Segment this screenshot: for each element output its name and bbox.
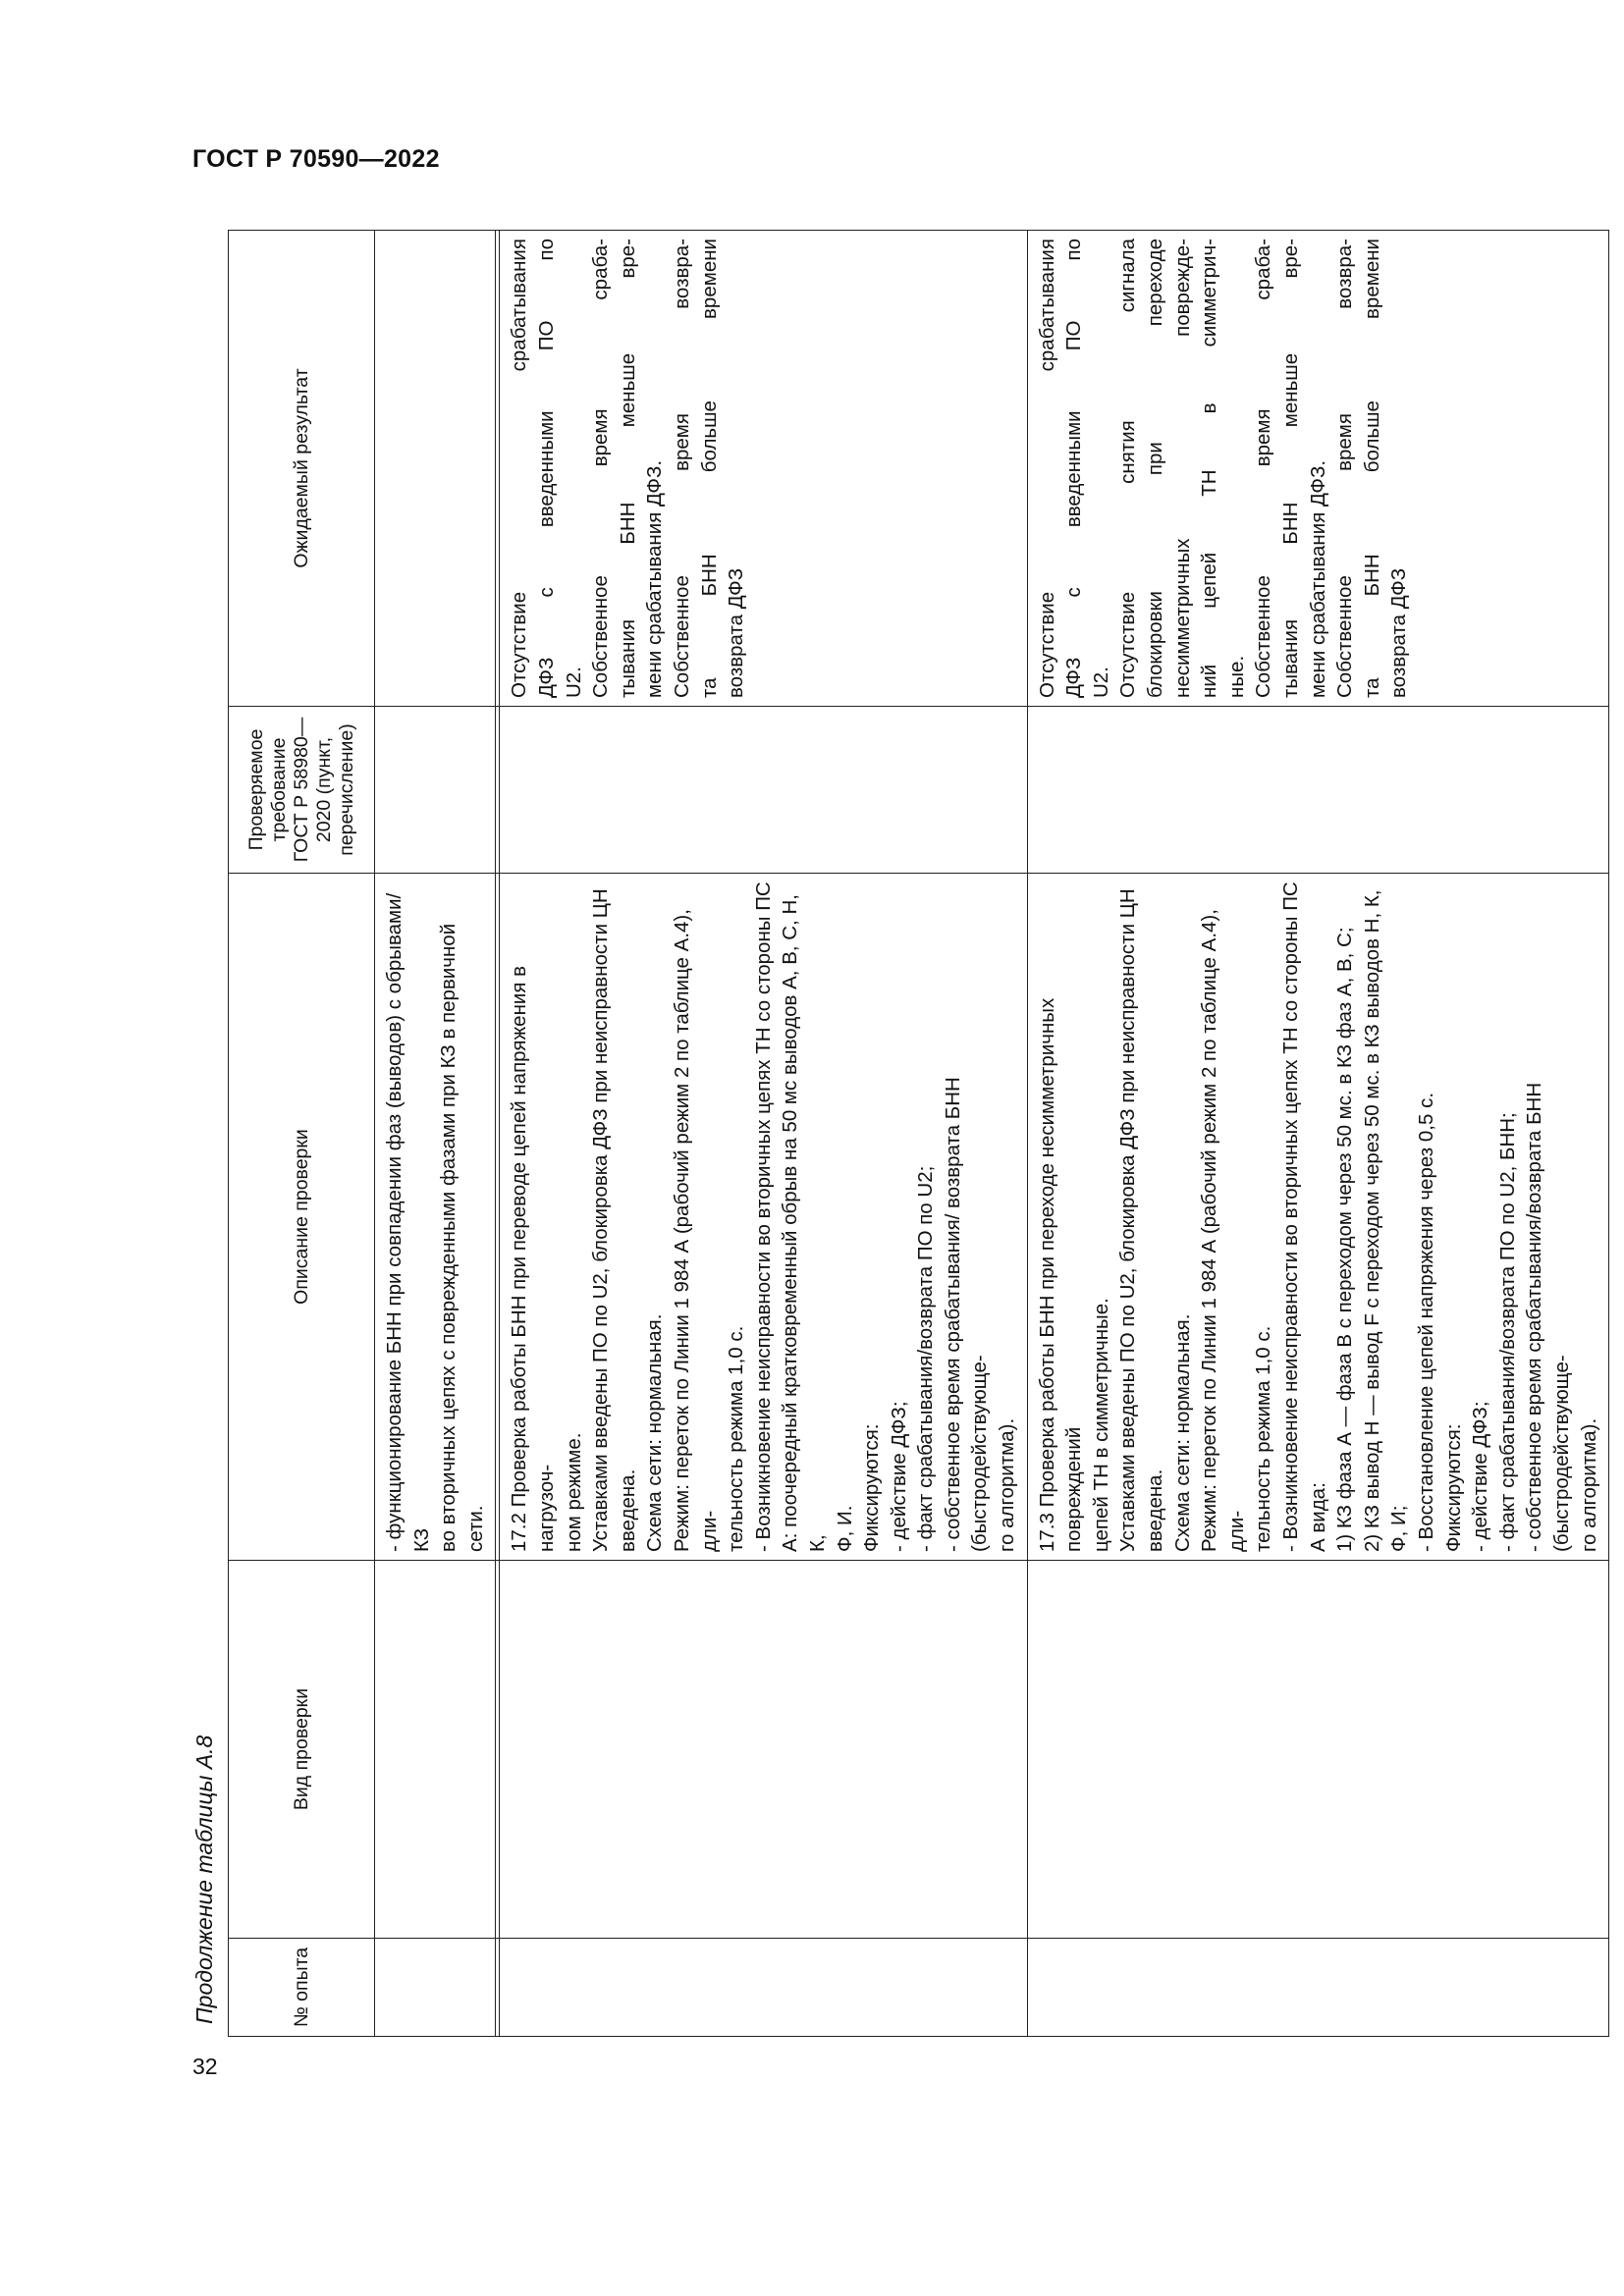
expected-line: тывания БНН меньше вре- <box>1279 239 1302 698</box>
desc-line: Режим: переток по Линии 1 984 А (рабочий режим 2 по таблице А.4), дли- <box>1198 909 1248 1552</box>
desc-line: - действие ДФЗ; <box>1469 1401 1492 1552</box>
cell-type <box>1027 1561 1608 1939</box>
expected-line: блокировки при переходе <box>1144 239 1167 698</box>
cell-requirement <box>500 707 1027 874</box>
expected-line: Собственное время сраба- <box>1252 239 1275 698</box>
desc-line: Ф, И; <box>1387 1505 1411 1552</box>
cell-type <box>375 1561 496 1939</box>
table-row <box>500 231 1027 2037</box>
desc-line: - собственное время срабатывания/ возврата БНН (быстродействующе- <box>941 1077 992 1552</box>
desc-line: 1) КЗ фаза А — фаза В с переходом через 50 мс. в КЗ фаз А, В, С; <box>1333 927 1357 1552</box>
table-body <box>375 231 1609 2037</box>
cell-desc <box>375 874 496 1561</box>
expected-line: та БНН больше времени <box>697 239 721 698</box>
desc-line: го алгоритма). <box>996 1417 1019 1552</box>
expected-line: U2. <box>562 667 585 698</box>
expected-line: Собственное время возвра- <box>670 239 693 698</box>
expected-line: возврата ДФЗ <box>725 567 748 698</box>
desc-line: во вторичных цепях с поврежденными фазами при КЗ в первичной сети. <box>437 923 487 1552</box>
desc-line: - Возникновение неисправности во вторичных цепях ТН со стороны ПС <box>751 881 775 1552</box>
expected-line: мени срабатывания ДФЗ. <box>1306 459 1329 698</box>
cell-requirement <box>1027 707 1608 874</box>
desc-line: - Возникновение неисправности во вторичных цепях ТН со стороны ПС <box>1279 881 1302 1552</box>
expected-line: Собственное время сраба- <box>589 239 613 698</box>
desc-line: Уставками введены ПО по U2, блокировка ДФЗ при неисправности ЦН <box>1116 888 1140 1552</box>
header-num: № опыта <box>229 1939 375 2037</box>
rotated-table-wrapper <box>228 231 1600 2037</box>
cell-expected <box>1027 231 1608 707</box>
desc-line: Фиксируются: <box>860 1423 884 1552</box>
desc-line: го алгоритма). <box>1577 1417 1600 1552</box>
expected-line: Отсутствие срабатывания <box>1035 239 1058 698</box>
desc-line: Уставками введены ПО по U2, блокировка ДФЗ при неисправности ЦН <box>589 888 613 1552</box>
expected-line: мени срабатывания ДФЗ. <box>643 459 667 698</box>
desc-line: введена. <box>616 1468 639 1552</box>
cell-requirement <box>375 707 496 874</box>
page-number: 32 <box>192 2054 218 2079</box>
desc-line: - действие ДФЗ; <box>887 1401 910 1552</box>
table-row <box>375 231 496 2037</box>
expected-line: ДФЗ с введенными ПО по <box>534 239 558 698</box>
cell-num <box>500 1939 1027 2037</box>
header-expected: Ожидаемый результат <box>229 231 375 707</box>
desc-line: - функционирование БНН при совпадении фаз (выводов) с обрывами/КЗ <box>383 892 433 1552</box>
header-type: Вид проверки <box>229 1561 375 1939</box>
expected-line: тывания БНН меньше вре- <box>616 239 639 698</box>
table-row <box>1027 231 1608 2037</box>
desc-line: 2) КЗ вывод Н — вывод F с переходом через 50 мс. в КЗ выводов Н, К, <box>1360 889 1383 1552</box>
cell-type <box>500 1561 1027 1939</box>
desc-line: Фиксируются: <box>1441 1423 1465 1552</box>
expected-line: ний цепей ТН в симметрич- <box>1198 239 1221 698</box>
desc-line: Режим: переток по Линии 1 984 А (рабочий режим 2 по таблице А.4), дли- <box>670 909 721 1552</box>
expected-line: ДФЗ с введенными ПО по <box>1062 239 1086 698</box>
desc-line: Схема сети: нормальная. <box>1170 1313 1194 1552</box>
test-table <box>228 230 1609 2037</box>
desc-line: Ф, И. <box>833 1505 856 1552</box>
expected-line: несимметричных поврежде- <box>1170 239 1194 698</box>
cell-desc <box>500 874 1027 1561</box>
desc-line: введена. <box>1144 1468 1167 1552</box>
desc-line: Схема сети: нормальная. <box>643 1313 667 1552</box>
cell-num <box>375 1939 496 2037</box>
cell-expected <box>500 231 1027 707</box>
desc-line: - собственное время срабатывания/возврата БНН (быстродействующе- <box>1523 1082 1573 1552</box>
desc-line: тельность режима 1,0 с. <box>725 1325 748 1552</box>
cell-desc <box>1027 874 1608 1561</box>
document-header: ГОСТ Р 70590—2022 <box>192 145 440 173</box>
desc-line: 17.2 Проверка работы БНН при переводе цепей напряжения в нагрузоч- <box>508 965 558 1552</box>
desc-line: - факт срабатывания/возврата ПО по U2, БНН; <box>1495 1112 1519 1552</box>
cell-expected <box>375 231 496 707</box>
desc-line: А вида: <box>1306 1482 1329 1552</box>
desc-line: - Восстановление цепей напряжения через 0,5 с. <box>1414 1092 1437 1552</box>
table-header-row <box>229 231 375 2037</box>
expected-line: та БНН больше времени <box>1360 239 1383 698</box>
desc-line: тельность режима 1,0 с. <box>1252 1325 1275 1552</box>
cell-num <box>1027 1939 1608 2037</box>
desc-line: - факт срабатывания/возврата ПО по U2; <box>914 1165 938 1552</box>
expected-line: Отсутствие снятия сигнала <box>1116 239 1140 698</box>
desc-line: цепей ТН в симметричные. <box>1089 1298 1112 1552</box>
desc-line: А: поочередный кратковременный обрыв на 50 мс выводов А, В, С, Н, К, <box>779 894 829 1552</box>
expected-line: Собственное время возвра- <box>1333 239 1357 698</box>
desc-line: ном режиме. <box>562 1432 585 1552</box>
header-requirement: Проверяемое требование ГОСТ Р 58980—2020 (пункт, перечисление) <box>229 707 375 874</box>
expected-line: ные. <box>1224 655 1248 698</box>
expected-line: возврата ДФЗ <box>1387 567 1411 698</box>
expected-line: U2. <box>1089 667 1112 698</box>
header-desc: Описание проверки <box>229 874 375 1561</box>
table-caption: Продолжение таблицы А.8 <box>191 1735 217 2024</box>
expected-line: Отсутствие срабатывания <box>508 239 531 698</box>
desc-line: 17.3 Проверка работы БНН при переходе несимметричных повреждений <box>1035 997 1086 1552</box>
